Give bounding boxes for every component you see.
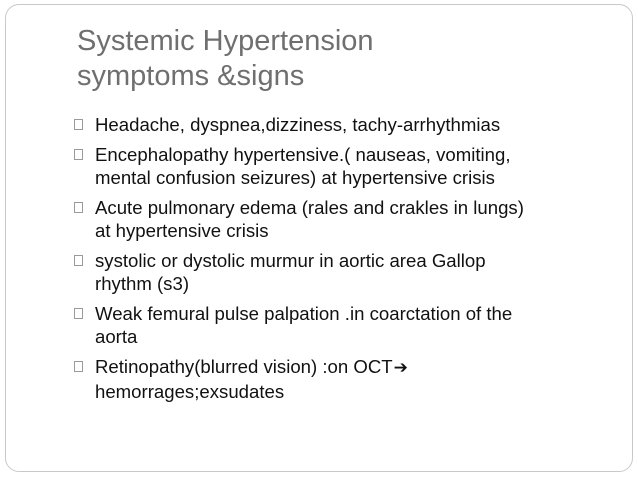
bullet-item-pulmonary-edema bbox=[74, 196, 614, 242]
bullet-item-murmur bbox=[74, 249, 614, 295]
bullet-item-encephalopathy bbox=[74, 143, 614, 189]
bullet-square-icon bbox=[74, 361, 83, 372]
bullet-text-line: at hypertensive crisis bbox=[95, 220, 269, 241]
slide-title bbox=[77, 24, 374, 94]
bullet-list bbox=[74, 113, 614, 410]
bullet-text-line: mental confusion seizures) at hypertensive crisis bbox=[95, 167, 495, 188]
bullet-text-line: Weak femural pulse palpation .in coarctation of the bbox=[95, 303, 513, 324]
bullet-text-line: Acute pulmonary edema (rales and crakles in lungs) bbox=[95, 197, 524, 218]
slide-frame bbox=[5, 4, 633, 472]
bullet-square-icon bbox=[74, 255, 83, 266]
bullet-text-line: systolic or dystolic murmur in aortic area Gallop bbox=[95, 250, 486, 271]
bullet-square-icon bbox=[74, 308, 83, 319]
bullet-text: Retinopathy(blurred vision) :on OCT bbox=[95, 356, 393, 377]
bullet-text-line: aorta bbox=[95, 326, 138, 347]
bullet-item-retinopathy bbox=[74, 355, 614, 403]
bullet-text-line: Headache, dyspnea,dizziness, tachy-arrhythmias bbox=[95, 114, 501, 135]
bullet-text-line: rhythm (s3) bbox=[95, 273, 190, 294]
bullet-item-headache bbox=[74, 113, 614, 136]
bullet-square-icon bbox=[74, 119, 83, 130]
bullet-square-icon bbox=[74, 202, 83, 213]
slide-title-line-1: Systemic Hypertension bbox=[77, 25, 374, 57]
slide-title-line-2: symptoms &signs bbox=[77, 60, 305, 92]
bullet-square-icon bbox=[74, 149, 83, 160]
bullet-text-line-with-arrow bbox=[95, 355, 614, 380]
arrow-right-icon: ➔ bbox=[393, 358, 408, 378]
bullet-text-line: hemorrages;exsudates bbox=[95, 381, 285, 402]
bullet-item-femoral-pulse bbox=[74, 302, 614, 348]
bullet-text-line: Encephalopathy hypertensive.( nauseas, vomiting, bbox=[95, 144, 511, 165]
